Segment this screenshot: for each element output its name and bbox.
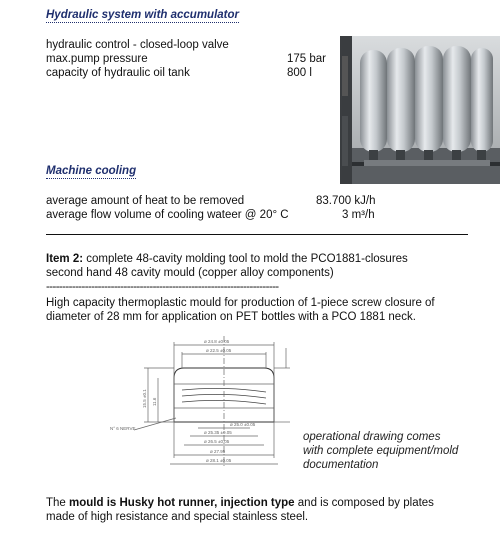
hydraulic-row-control <box>46 38 229 52</box>
dim-label: ø 25.35 ±0.05 <box>204 430 232 435</box>
footer-line2: made of high resistance and special stainless steel. <box>46 511 309 523</box>
section-divider <box>46 234 468 235</box>
footer-mid: and is composed by plates <box>294 497 434 509</box>
footer-prefix: The <box>46 497 70 509</box>
technical-drawing <box>104 334 300 470</box>
item2-line2: second hand 48 cavity mould (copper alloy components) <box>46 267 334 279</box>
dim-label: ø 27.95 <box>210 449 226 454</box>
cooling-row-flow <box>46 208 289 222</box>
dim-label: ø 24.8 ±0.05 <box>204 339 230 344</box>
dim-label: ø 22.5 ±0.05 <box>206 348 232 353</box>
hydraulic-row-value: 175 bar <box>287 53 327 65</box>
cooling-row-label: average amount of heat to be removed <box>46 195 245 207</box>
accumulator-illustration <box>340 36 500 184</box>
dim-label: ø 28.1 ±0.05 <box>206 458 232 463</box>
caption-line: with complete equipment/mold <box>303 445 459 457</box>
closure-drawing-svg <box>104 334 300 470</box>
hydraulic-row-value: 800 l <box>287 67 312 79</box>
accumulator-photo <box>340 36 500 184</box>
caption-line: operational drawing comes <box>303 431 441 443</box>
hydraulic-row-label: max.pump pressure <box>46 53 148 65</box>
dim-label: 11.6 <box>152 397 157 406</box>
drawing-caption <box>303 430 458 472</box>
dim-label: 15.5 ±0.1 <box>142 389 147 408</box>
dim-label: ø 25.0 ±0.05 <box>230 422 256 427</box>
cooling-row-value: 3 m³/h <box>342 209 375 221</box>
cooling-heading: Machine cooling <box>46 165 137 177</box>
item2-label: Item 2: <box>46 253 84 265</box>
hydraulic-heading: Hydraulic system with accumulator <box>46 9 240 21</box>
caption-line: documentation <box>303 459 379 471</box>
cooling-row-heat <box>46 194 244 208</box>
dim-label: N° 6 NERVE <box>110 426 136 431</box>
item2-desc2: diameter of 28 mm for application on PET bottles with a PCO 1881 neck. <box>46 311 416 323</box>
footer-line1 <box>46 496 434 510</box>
dim-label: ø 26.5 ±0.05 <box>204 439 230 444</box>
hydraulic-row-pressure <box>46 52 148 66</box>
item2-dashes: ------------------------------------------------------------------------ <box>46 281 279 293</box>
cooling-row-value: 83.700 kJ/h <box>316 195 376 207</box>
hydraulic-row-label: hydraulic control - closed-loop valve <box>46 39 229 51</box>
hydraulic-row-label: capacity of hydraulic oil tank <box>46 67 190 79</box>
item2-desc1: High capacity thermoplastic mould for production of 1-piece screw closure of <box>46 297 435 309</box>
hydraulic-row-tank <box>46 66 190 80</box>
footer-bold: mould is Husky hot runner, injection type <box>69 497 295 509</box>
item2-line1 <box>46 252 408 266</box>
cooling-row-label: average flow volume of cooling wateer @ 20° C <box>46 209 289 221</box>
item2-title: complete 48-cavity molding tool to mold the PCO1881-closures <box>83 253 408 265</box>
